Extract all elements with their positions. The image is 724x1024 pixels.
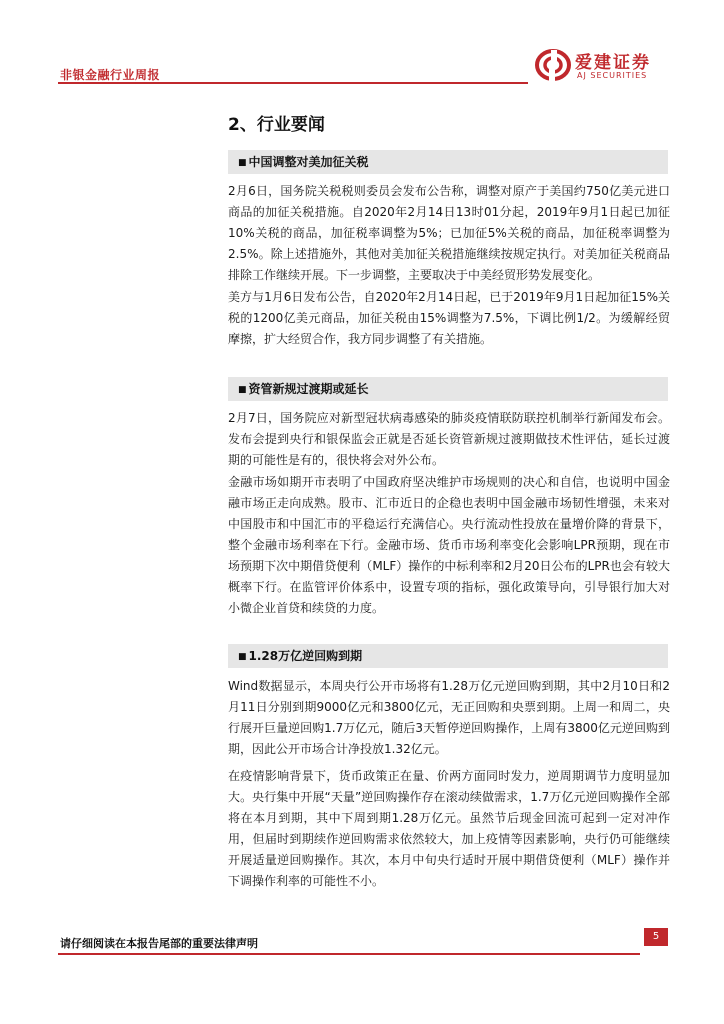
square-bullet-icon: ■ xyxy=(238,652,247,662)
news-heading-asset-management xyxy=(228,377,668,401)
logo-mark-icon xyxy=(535,48,571,82)
news-heading-reverse-repo xyxy=(228,644,668,668)
news-paragraph: 金融市场如期开市表明了中国政府坚决维护市场规则的决心和自信，也说明中国金融市场正走向成熟。股市、汇市近日的企稳也表明中国金融市场韧性增强，未来对中国股市和中国汇市的平稳运行充满信心。央行流动性投放在量增价降的背景下，整个金融市场利率在下行。金融市场、货币市场利率变化会影响LPR预期，现在市场预期下次中期借贷便利（MLF）操作的中标利率和2月20日公布的LPR也会有较大概率下行。在监管评价体系中，设置专项的指标，强化政策导向，引导银行加大对小微企业首贷和续贷的力度。 xyxy=(228,475,670,615)
news-paragraph: Wind数据显示，本周央行公开市场将有1.28万亿元逆回购到期，其中2月10日和2月11日分别到期9000亿元和3800亿元，无正回购和央票到期。上周一和周二，央行展开巨量逆回购1.7万亿元，随后3天暂停逆回购操作，上周有3800亿元逆回购到期，因此公开市场合计净投放1.32亿元。 xyxy=(228,679,670,756)
company-logo xyxy=(535,46,685,86)
legal-disclaimer: 请仔细阅读在本报告尾部的重要法律声明 xyxy=(60,937,258,950)
news-paragraph: 在疫情影响背景下，货币政策正在量、价两方面同时发力，逆周期调节力度明显加大。央行集中开展“天量”逆回购操作存在滚动续做需求，1.7万亿元逆回购操作全部将在本月到期，其中下周到期1.28万亿元。虽然节后现金回流可起到一定对冲作用，但届时到期续作逆回购需求依然较大，加上疫情等因素影响，央行仍可能继续开展适量逆回购操作。其次，本月中旬央行适时开展中期借贷便利（MLF）操作并下调操作利率的可能性不小。 xyxy=(228,769,670,888)
logo-chinese-name: 爱建证券 xyxy=(575,53,651,73)
news-paragraph: 美方与1月6日发布公告，自2020年2月14日起，已于2019年9月1日起加征15%关税的1200亿美元商品，加征关税由15%调整为7.5%，下调比例1/2。为缓解经贸摩擦，扩大经贸合作，我方同步调整了有关措施。 xyxy=(228,290,670,346)
footer-divider xyxy=(58,953,640,955)
news-heading-text: 1.28万亿逆回购到期 xyxy=(248,649,363,663)
news-heading-tariff xyxy=(228,150,668,174)
news-heading-text: 中国调整对美加征关税 xyxy=(248,155,369,169)
logo-english-name: AJ SECURITIES xyxy=(577,71,648,80)
section-title: 2、行业要闻 xyxy=(228,115,325,135)
report-title: 非银金融行业周报 xyxy=(60,68,161,82)
page-number: 5 xyxy=(644,928,668,946)
news-paragraph: 2月7日，国务院应对新型冠状病毒感染的肺炎疫情联防联控机制举行新闻发布会。发布会提到央行和银保监会正就是否延长资管新规过渡期做技术性评估，延长过渡期的可能性是有的，很快将会对外公布。 xyxy=(228,411,670,467)
square-bullet-icon: ■ xyxy=(238,385,247,395)
news-heading-text: 资管新规过渡期或延长 xyxy=(248,382,369,396)
header-divider xyxy=(58,82,528,84)
square-bullet-icon: ■ xyxy=(238,158,247,168)
news-paragraph: 2月6日，国务院关税税则委员会发布公告称，调整对原产于美国约750亿美元进口商品的加征关税措施。自2020年2月14日13时01分起，2019年9月1日起已加征10%关税的商品，加征税率调整为5%；已加征5%关税的商品，加征税率调整为2.5%。除上述措施外，其他对美加征关税措施继续按规定执行。对美加征关税商品排除工作继续开展。下一步调整，主要取决于中美经贸形势发展变化。 xyxy=(228,184,670,282)
